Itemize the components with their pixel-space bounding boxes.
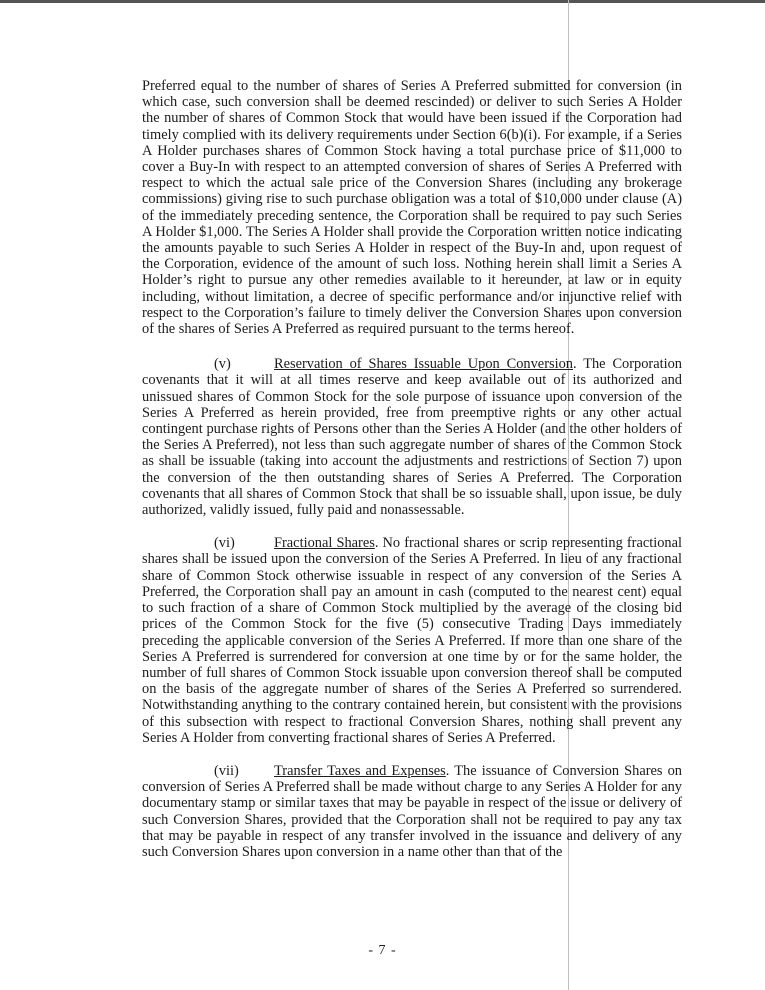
page-number: - 7 -: [368, 943, 397, 958]
section-vii-heading: Transfer Taxes and Expenses: [274, 762, 446, 779]
section-vii-label: (vii): [214, 762, 239, 779]
section-vi-heading: Fractional Shares: [274, 535, 375, 552]
section-v-paragraph: [142, 356, 682, 518]
document-body: [142, 78, 682, 877]
section-v-label: (v): [214, 356, 231, 373]
continuation-paragraph: Preferred equal to the number of shares of Series A Preferred submitted for conversion (in which case, such conversion shall be deemed rescinded) or deliver to such Series A Holder the number of shares of Common Stock that would have been issued if the Corporation had timely complied with its delivery requirements under Section 6(b)(i). For example, if a Series A Holder purchases shares of Common Stock having a total purchase price of $11,000 to cover a Buy-In with respect to an attempted conversion of shares of Series A Preferred with respect to which the actual sale price of the Conversion Shares (including any brokerage commissions) giving rise to such purchase obligation was a total of $10,000 under clause (A) of the immediately preceding sentence, the Corporation shall be required to pay such Series A Holder $1,000. The Series A Holder shall provide the Corporation written notice indicating the amounts payable to such Series A Holder in respect of the Buy-In and, upon request of the Corporation, evidence of the amount of such loss. Nothing herein shall limit a Series A Holder’s right to pursue any other remedies available to it hereunder, at law or in equity including, without limitation, a decree of specific performance and/or injunctive relief with respect to the Corporation’s failure to timely deliver the Conversion Shares upon conversion of the shares of Series A Preferred as required pursuant to the terms hereof.: [142, 78, 682, 338]
section-vi-body: . No fractional shares or scrip representing fractional shares shall be issued upon the conversion of the Series A Preferred. In lieu of any fractional share of Common Stock otherwise issuable in respect of any conversion of the Series A Preferred, the Corporation shall pay an amount in cash (computed to the nearest cent) equal to such fraction of a share of Common Stock multiplied by the average of the closing bid prices of the Common Stock for the five (5) consecutive Trading Days immediately preceding the applicable conversion of the Series A Preferred. If more than one share of the Series A Preferred is surrendered for conversion at one time by or for the same holder, the number of full shares of Common Stock issuable upon conversion thereof shall be computed on the basis of the aggregate number of shares of the Series A Preferred so surrendered. Notwithstanding anything to the contrary contained herein, but consistent with the provisions of this subsection with respect to fractional Conversion Shares, nothing shall prevent any Series A Holder from converting fractional shares of Series A Preferred.: [142, 535, 682, 746]
section-v-body: . The Corporation covenants that it will at all times reserve and keep available out of its authorized and unissued shares of Common Stock for the sole purpose of issuance upon conversion of the Series A Preferred as herein provided, free from preemptive rights or any other actual contingent purchase rights of Persons other than the Series A Holder (and the other holders of the Series A Preferred), not less than such aggregate number of shares of the Common Stock as shall be issuable (taking into account the adjustments and restrictions of Section 7) upon the conversion of the then outstanding shares of Series A Preferred. The Corporation covenants that all shares of Common Stock that shall be so issuable shall, upon issue, be duly authorized, validly issued, fully paid and nonassessable.: [142, 356, 682, 519]
section-vii-paragraph: [142, 763, 682, 860]
section-v-heading: Reservation of Shares Issuable Upon Conversion: [274, 356, 573, 373]
section-vi-label: (vi): [214, 535, 235, 552]
section-vi-paragraph: [142, 535, 682, 746]
section-vii-body: . The issuance of Conversion Shares on conversion of Series A Preferred shall be made without charge to any Series A Holder for any documentary stamp or similar taxes that may be payable in respect of the issue or delivery of such Conversion Shares, provided that the Corporation shall not be required to pay any tax that may be payable in respect of any transfer involved in the issuance and delivery of any such Conversion Shares upon conversion in a name other than that of the: [142, 762, 682, 860]
scan-top-edge: [0, 0, 765, 3]
